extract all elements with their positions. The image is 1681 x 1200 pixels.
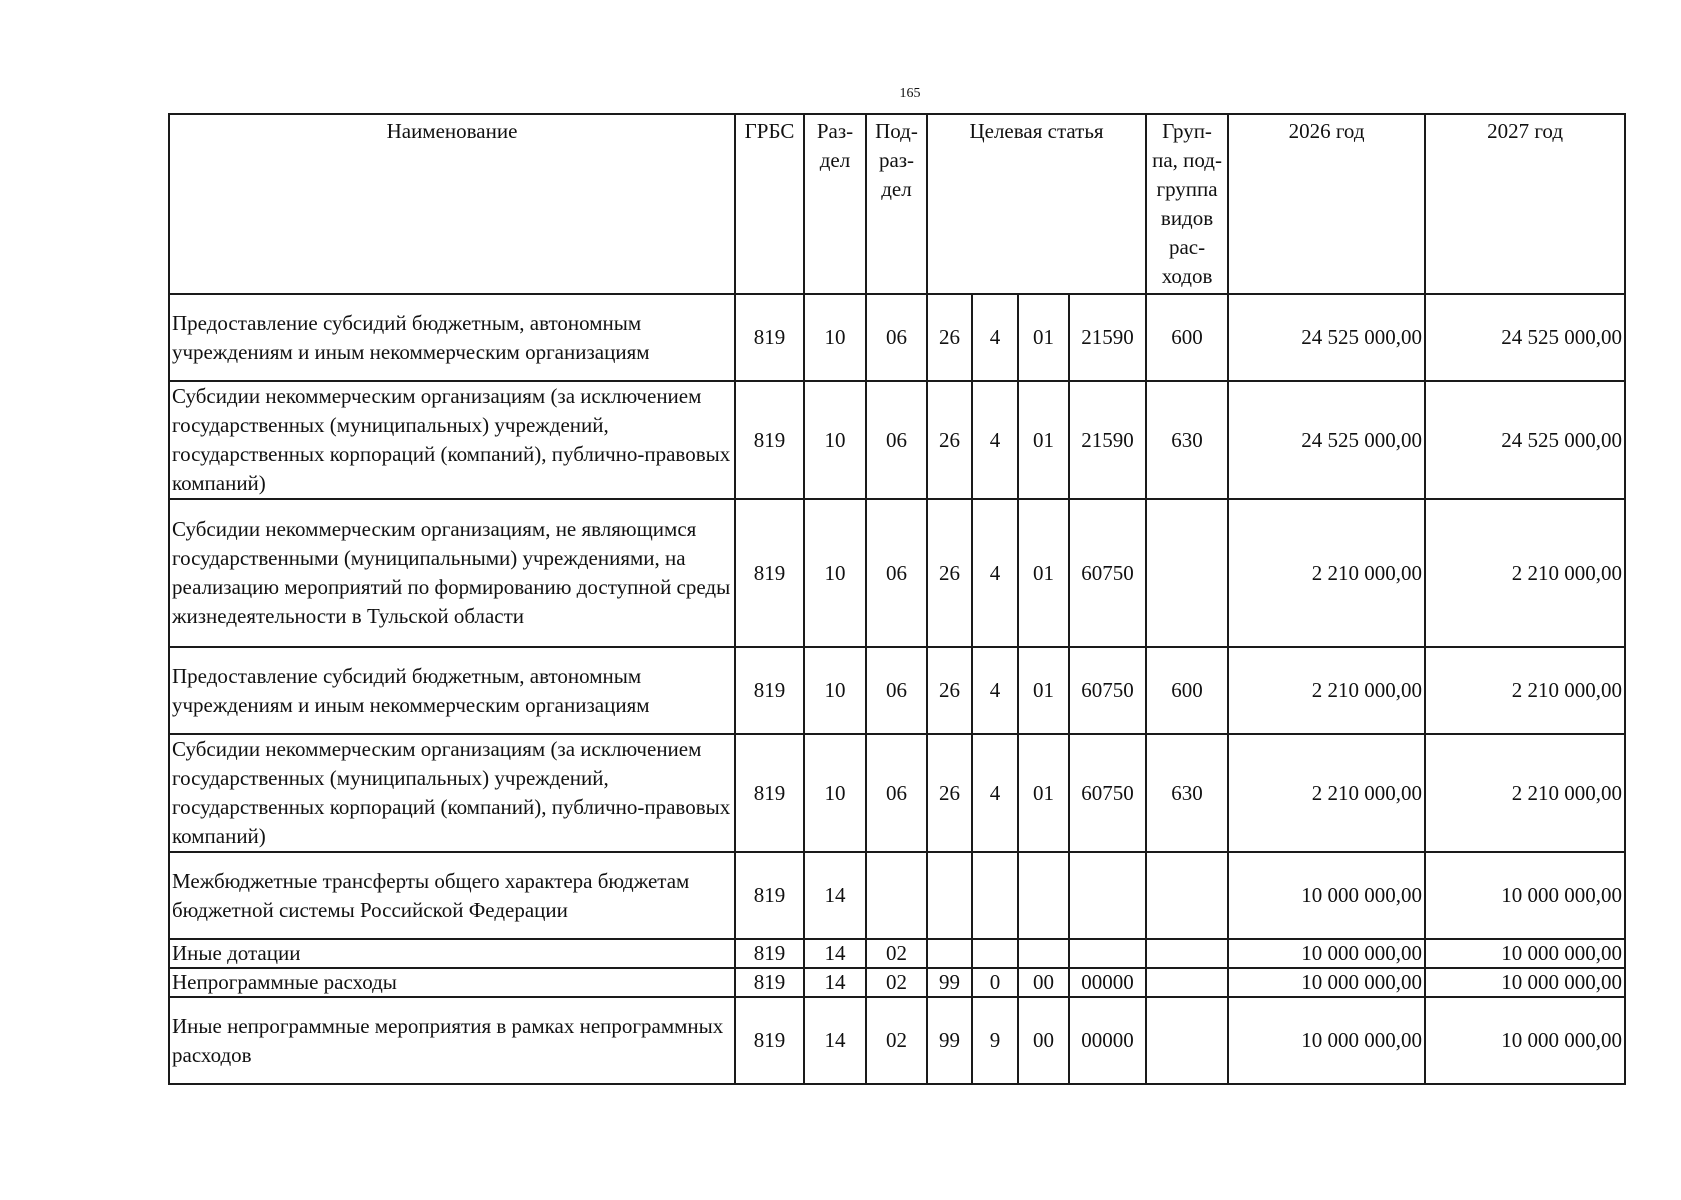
name-cell: Субсидии некоммерческим организациям (за исключением государственных (муниципальных) учреждений, государственных корпораций (компаний), публично-правовых компаний) — [169, 734, 735, 852]
amount-2027-cell: 10 000 000,00 — [1425, 939, 1625, 968]
amount-2026-cell: 10 000 000,00 — [1228, 968, 1425, 997]
expense-group-cell — [1146, 499, 1228, 647]
expense-group-cell — [1146, 939, 1228, 968]
amount-2027-cell: 2 210 000,00 — [1425, 499, 1625, 647]
target-event-cell: 01 — [1018, 734, 1069, 852]
target-program-cell — [927, 852, 972, 939]
razdel-cell: 10 — [804, 499, 866, 647]
grbs-cell: 819 — [735, 734, 804, 852]
target-direction-cell: 00000 — [1069, 968, 1146, 997]
name-cell: Межбюджетные трансферты общего характера бюджетам бюджетной системы Российской Федерации — [169, 852, 735, 939]
header-row — [169, 114, 1625, 294]
podrazdel-cell: 06 — [866, 647, 927, 734]
target-direction-cell: 21590 — [1069, 294, 1146, 381]
header-grbs: ГРБС — [735, 114, 804, 294]
target-direction-cell — [1069, 852, 1146, 939]
table-row — [169, 968, 1625, 997]
table-row — [169, 294, 1625, 381]
header-target-article: Целевая статья — [927, 114, 1146, 294]
target-subprogram-cell: 9 — [972, 997, 1018, 1084]
grbs-cell: 819 — [735, 499, 804, 647]
amount-2026-cell: 10 000 000,00 — [1228, 852, 1425, 939]
amount-2026-cell: 10 000 000,00 — [1228, 939, 1425, 968]
razdel-cell: 14 — [804, 939, 866, 968]
podrazdel-cell: 06 — [866, 294, 927, 381]
header-year-2027: 2027 год — [1425, 114, 1625, 294]
target-program-cell: 99 — [927, 968, 972, 997]
razdel-cell: 14 — [804, 852, 866, 939]
target-program-cell — [927, 939, 972, 968]
name-cell: Иные дотации — [169, 939, 735, 968]
page-number: 165 — [899, 86, 921, 101]
header-razdel: Раз- дел — [804, 114, 866, 294]
header-expense-group: Груп- па, под- группа видов рас- ходов — [1146, 114, 1228, 294]
amount-2027-cell: 24 525 000,00 — [1425, 381, 1625, 499]
target-subprogram-cell: 4 — [972, 381, 1018, 499]
table-row — [169, 734, 1625, 852]
target-direction-cell: 60750 — [1069, 734, 1146, 852]
grbs-cell: 819 — [735, 939, 804, 968]
amount-2026-cell: 24 525 000,00 — [1228, 294, 1425, 381]
target-subprogram-cell — [972, 852, 1018, 939]
target-program-cell: 26 — [927, 294, 972, 381]
expense-group-cell: 630 — [1146, 381, 1228, 499]
target-event-cell — [1018, 939, 1069, 968]
podrazdel-cell: 06 — [866, 734, 927, 852]
header-year-2026: 2026 год — [1228, 114, 1425, 294]
target-direction-cell: 60750 — [1069, 647, 1146, 734]
razdel-cell: 10 — [804, 734, 866, 852]
budget-table — [168, 113, 1626, 1085]
podrazdel-cell: 06 — [866, 499, 927, 647]
target-direction-cell: 00000 — [1069, 997, 1146, 1084]
table-row — [169, 499, 1625, 647]
target-subprogram-cell: 4 — [972, 499, 1018, 647]
target-program-cell: 26 — [927, 499, 972, 647]
target-program-cell: 26 — [927, 647, 972, 734]
target-subprogram-cell: 4 — [972, 647, 1018, 734]
table-row — [169, 381, 1625, 499]
name-cell: Непрограммные расходы — [169, 968, 735, 997]
target-program-cell: 26 — [927, 734, 972, 852]
target-event-cell — [1018, 852, 1069, 939]
target-subprogram-cell: 4 — [972, 294, 1018, 381]
podrazdel-cell: 02 — [866, 939, 927, 968]
name-cell: Предоставление субсидий бюджетным, автономным учреждениям и иным некоммерческим организациям — [169, 294, 735, 381]
target-subprogram-cell: 4 — [972, 734, 1018, 852]
header-podrazdel: Под- раз- дел — [866, 114, 927, 294]
expense-group-cell — [1146, 997, 1228, 1084]
expense-group-cell — [1146, 852, 1228, 939]
razdel-cell: 10 — [804, 647, 866, 734]
target-direction-cell: 21590 — [1069, 381, 1146, 499]
target-program-cell: 99 — [927, 997, 972, 1084]
name-cell: Субсидии некоммерческим организациям (за исключением государственных (муниципальных) учреждений, государственных корпораций (компаний), публично-правовых компаний) — [169, 381, 735, 499]
target-event-cell: 01 — [1018, 294, 1069, 381]
amount-2026-cell: 2 210 000,00 — [1228, 499, 1425, 647]
expense-group-cell: 600 — [1146, 294, 1228, 381]
amount-2027-cell: 10 000 000,00 — [1425, 852, 1625, 939]
target-direction-cell: 60750 — [1069, 499, 1146, 647]
podrazdel-cell: 02 — [866, 997, 927, 1084]
grbs-cell: 819 — [735, 852, 804, 939]
podrazdel-cell: 06 — [866, 381, 927, 499]
expense-group-cell: 630 — [1146, 734, 1228, 852]
amount-2026-cell: 2 210 000,00 — [1228, 734, 1425, 852]
table-row — [169, 939, 1625, 968]
amount-2027-cell: 24 525 000,00 — [1425, 294, 1625, 381]
name-cell: Субсидии некоммерческим организациям, не являющимся государственными (муниципальными) учреждениями, на реализацию мероприятий по формированию доступной среды жизнедеятельности в Тульской области — [169, 499, 735, 647]
name-cell: Иные непрограммные мероприятия в рамках непрограммных расходов — [169, 997, 735, 1084]
grbs-cell: 819 — [735, 997, 804, 1084]
podrazdel-cell — [866, 852, 927, 939]
amount-2026-cell: 24 525 000,00 — [1228, 381, 1425, 499]
amount-2027-cell: 2 210 000,00 — [1425, 647, 1625, 734]
expense-group-cell — [1146, 968, 1228, 997]
podrazdel-cell: 02 — [866, 968, 927, 997]
amount-2026-cell: 10 000 000,00 — [1228, 997, 1425, 1084]
target-event-cell: 01 — [1018, 381, 1069, 499]
amount-2027-cell: 10 000 000,00 — [1425, 968, 1625, 997]
expense-group-cell: 600 — [1146, 647, 1228, 734]
target-event-cell: 00 — [1018, 997, 1069, 1084]
razdel-cell: 10 — [804, 294, 866, 381]
header-name: Наименование — [169, 114, 735, 294]
target-subprogram-cell: 0 — [972, 968, 1018, 997]
target-event-cell: 01 — [1018, 647, 1069, 734]
grbs-cell: 819 — [735, 381, 804, 499]
razdel-cell: 14 — [804, 997, 866, 1084]
table-row — [169, 647, 1625, 734]
amount-2027-cell: 10 000 000,00 — [1425, 997, 1625, 1084]
target-event-cell: 00 — [1018, 968, 1069, 997]
name-cell: Предоставление субсидий бюджетным, автономным учреждениям и иным некоммерческим организациям — [169, 647, 735, 734]
grbs-cell: 819 — [735, 968, 804, 997]
amount-2026-cell: 2 210 000,00 — [1228, 647, 1425, 734]
target-event-cell: 01 — [1018, 499, 1069, 647]
razdel-cell: 10 — [804, 381, 866, 499]
grbs-cell: 819 — [735, 647, 804, 734]
razdel-cell: 14 — [804, 968, 866, 997]
amount-2027-cell: 2 210 000,00 — [1425, 734, 1625, 852]
target-direction-cell — [1069, 939, 1146, 968]
target-subprogram-cell — [972, 939, 1018, 968]
table-row — [169, 852, 1625, 939]
grbs-cell: 819 — [735, 294, 804, 381]
target-program-cell: 26 — [927, 381, 972, 499]
table-row — [169, 997, 1625, 1084]
